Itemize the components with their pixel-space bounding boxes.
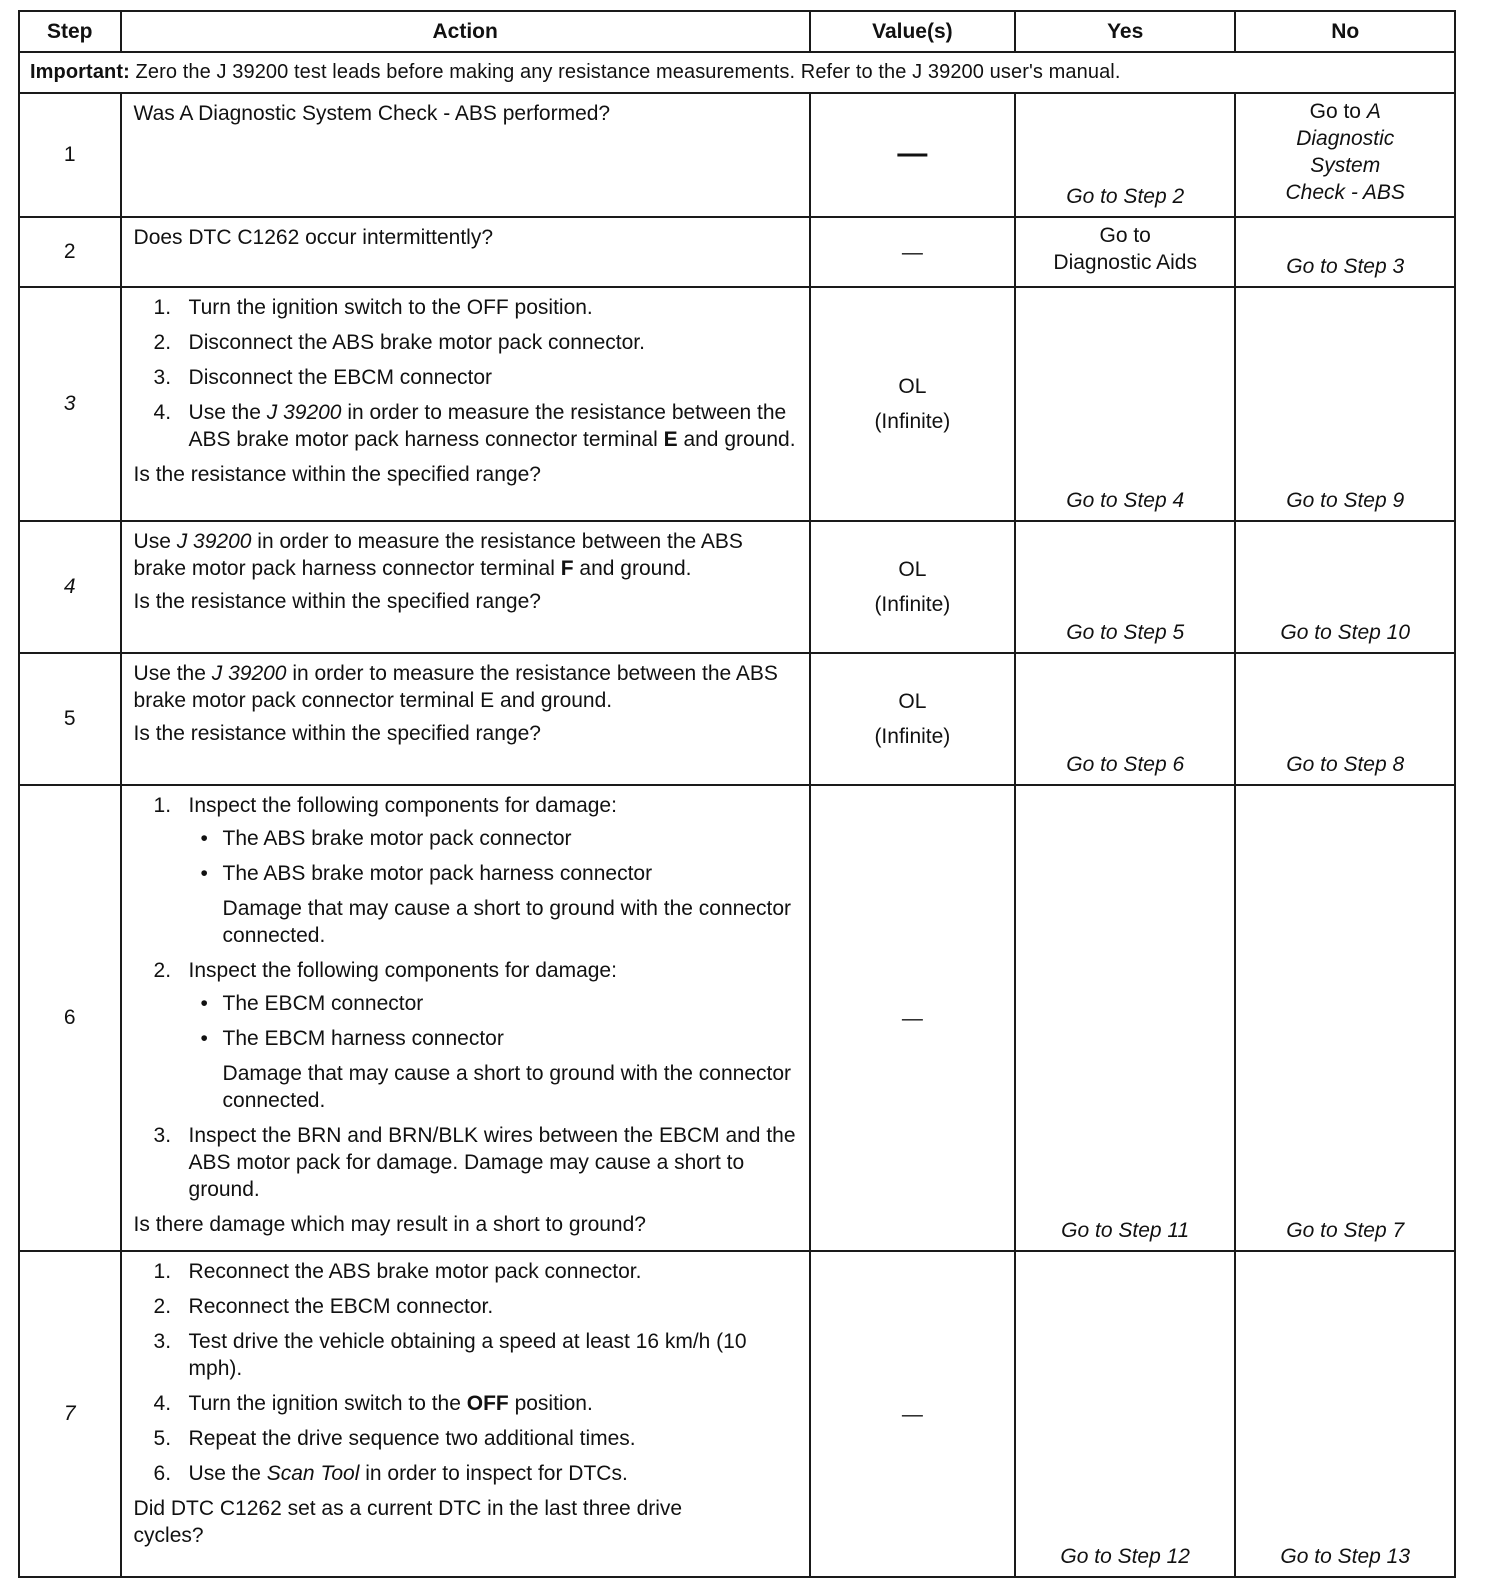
damage-note: Damage that may cause a short to ground with the connector connected. bbox=[222, 1062, 792, 1112]
header-row bbox=[19, 11, 1455, 52]
value-text: OL bbox=[898, 690, 927, 713]
step-number: 7 bbox=[19, 1251, 121, 1577]
value-text: OL bbox=[898, 558, 927, 581]
no-text: Diagnostic bbox=[1296, 127, 1395, 150]
action-cell bbox=[121, 521, 810, 653]
yes-link[interactable]: Go to Step 4 bbox=[1066, 489, 1185, 512]
action-text: Use J 39200 in order to measure the resistance between the ABS brake motor pack harness connector terminal F and ground. bbox=[133, 530, 743, 580]
no-link[interactable]: Go to Step 13 bbox=[1280, 1545, 1411, 1568]
step-number: 2 bbox=[19, 217, 121, 287]
diagnostic-table bbox=[18, 10, 1456, 1578]
yes-link[interactable] bbox=[1016, 222, 1235, 276]
table-row bbox=[19, 785, 1455, 1251]
no-link[interactable] bbox=[1236, 98, 1454, 206]
action-step: 6. Use the Scan Tool in order to inspect for DTCs. bbox=[153, 1462, 628, 1485]
component-list bbox=[189, 990, 799, 1052]
action-step: 3. Test drive the vehicle obtaining a speed at least 16 km/h (10 mph). bbox=[153, 1330, 747, 1380]
no-cell bbox=[1235, 287, 1455, 521]
action-cell bbox=[121, 1251, 810, 1577]
no-cell bbox=[1235, 217, 1455, 287]
action-cell bbox=[121, 287, 810, 521]
important-label: Important: bbox=[30, 61, 130, 83]
no-text: Check - ABS bbox=[1285, 181, 1405, 204]
action-question: Is the resistance within the specified range? bbox=[133, 463, 541, 486]
value-dash: — bbox=[897, 137, 928, 170]
important-text: Zero the J 39200 test leads before making any resistance measurements. Refer to the J 39200 user's manual. bbox=[129, 61, 1121, 83]
component-item: • The ABS brake motor pack harness connector bbox=[200, 862, 653, 885]
no-cell bbox=[1235, 521, 1455, 653]
header-values: Value(s) bbox=[810, 11, 1015, 52]
action-steps bbox=[154, 1258, 799, 1487]
action-step: 1. Inspect the following components for damage: • The ABS brake motor pack connector • The ABS brake motor pack harness connector Damage that may cause a short to ground with the connector connected. bbox=[154, 792, 799, 949]
yes-cell bbox=[1015, 521, 1236, 653]
value-cell: — bbox=[810, 1251, 1015, 1577]
important-note bbox=[19, 52, 1455, 93]
action-question: Was A Diagnostic System Check - ABS performed? bbox=[133, 102, 611, 125]
yes-cell bbox=[1015, 1251, 1236, 1577]
table-row bbox=[19, 287, 1455, 521]
yes-text: Go to bbox=[1099, 224, 1151, 247]
action-step: 5. Repeat the drive sequence two additional times. bbox=[153, 1427, 636, 1450]
table-row bbox=[19, 653, 1455, 785]
action-step: 2. Reconnect the EBCM connector. bbox=[153, 1295, 494, 1318]
yes-link[interactable]: Go to Step 11 bbox=[1061, 1219, 1190, 1242]
action-step: 1. Turn the ignition switch to the OFF position. bbox=[153, 296, 593, 319]
action-cell bbox=[121, 217, 810, 287]
no-link[interactable]: Go to Step 3 bbox=[1286, 255, 1405, 278]
yes-cell bbox=[1015, 217, 1236, 287]
action-step: 1. Reconnect the ABS brake motor pack connector. bbox=[153, 1260, 642, 1283]
important-row bbox=[19, 52, 1455, 93]
action-steps bbox=[154, 792, 799, 1203]
yes-cell bbox=[1015, 653, 1236, 785]
header-step: Step bbox=[19, 11, 121, 52]
yes-text: Diagnostic Aids bbox=[1053, 251, 1197, 274]
component-item: • The EBCM connector bbox=[200, 992, 424, 1015]
header-no: No bbox=[1235, 11, 1455, 52]
header-action: Action bbox=[121, 11, 810, 52]
value-text: (Infinite) bbox=[874, 410, 951, 433]
action-question: Is there damage which may result in a short to ground? bbox=[133, 1213, 646, 1236]
yes-cell bbox=[1015, 785, 1236, 1251]
step-number: 4 bbox=[19, 521, 121, 653]
no-cell bbox=[1235, 1251, 1455, 1577]
value-text: OL bbox=[898, 375, 927, 398]
step-number: 3 bbox=[19, 287, 121, 521]
value-cell bbox=[810, 287, 1015, 521]
no-link[interactable]: Go to Step 7 bbox=[1286, 1219, 1405, 1242]
no-cell bbox=[1235, 93, 1455, 217]
action-cell bbox=[121, 653, 810, 785]
action-cell bbox=[121, 93, 810, 217]
value-cell bbox=[810, 93, 1015, 217]
step-number: 1 bbox=[19, 93, 121, 217]
component-item: • The ABS brake motor pack connector bbox=[200, 827, 572, 850]
action-question: Does DTC C1262 occur intermittently? bbox=[133, 226, 494, 249]
yes-cell bbox=[1015, 93, 1236, 217]
no-cell bbox=[1235, 653, 1455, 785]
yes-link[interactable]: Go to Step 12 bbox=[1060, 1545, 1190, 1568]
action-step: 4. Use the J 39200 in order to measure the resistance between the ABS brake motor pack harness connector terminal E and ground. bbox=[153, 401, 796, 451]
no-cell bbox=[1235, 785, 1455, 1251]
step-number: 5 bbox=[19, 653, 121, 785]
no-link[interactable]: Go to Step 8 bbox=[1286, 753, 1405, 776]
yes-link[interactable]: Go to Step 6 bbox=[1066, 753, 1185, 776]
no-text: A bbox=[1366, 100, 1381, 123]
no-link[interactable]: Go to Step 10 bbox=[1280, 621, 1411, 644]
action-step: 4. Turn the ignition switch to the OFF position. bbox=[153, 1392, 593, 1415]
value-text: (Infinite) bbox=[874, 593, 951, 616]
action-step: 2. Disconnect the ABS brake motor pack connector. bbox=[153, 331, 645, 354]
component-list bbox=[189, 825, 799, 887]
no-text: Go to bbox=[1309, 100, 1367, 123]
value-cell bbox=[810, 653, 1015, 785]
action-cell bbox=[121, 785, 810, 1251]
header-yes: Yes bbox=[1015, 11, 1236, 52]
table-row bbox=[19, 217, 1455, 287]
action-text: Use the J 39200 in order to measure the resistance between the ABS brake motor pack connector terminal E and ground. bbox=[133, 662, 778, 712]
action-question: Is the resistance within the specified range? bbox=[133, 590, 541, 613]
value-text: (Infinite) bbox=[874, 725, 951, 748]
no-link[interactable]: Go to Step 9 bbox=[1286, 489, 1405, 512]
value-cell bbox=[810, 521, 1015, 653]
table-row bbox=[19, 521, 1455, 653]
action-step: 3. Disconnect the EBCM connector bbox=[153, 366, 493, 389]
damage-note: Damage that may cause a short to ground with the connector connected. bbox=[222, 897, 792, 947]
step-number: 6 bbox=[19, 785, 121, 1251]
action-question: Is the resistance within the specified range? bbox=[133, 722, 541, 745]
yes-cell bbox=[1015, 287, 1236, 521]
value-cell: — bbox=[810, 785, 1015, 1251]
no-text: System bbox=[1310, 154, 1381, 177]
component-item: • The EBCM harness connector bbox=[200, 1027, 504, 1050]
table-row bbox=[19, 93, 1455, 217]
table-row bbox=[19, 1251, 1455, 1577]
action-step: 3. Inspect the BRN and BRN/BLK wires between the EBCM and the ABS motor pack for damage. Damage may cause a short to ground. bbox=[153, 1124, 796, 1201]
action-question: Did DTC C1262 set as a current DTC in the last three drive cycles? bbox=[133, 1497, 683, 1547]
yes-link[interactable]: Go to Step 5 bbox=[1066, 621, 1185, 644]
action-step: 2. Inspect the following components for damage: • The EBCM connector • The EBCM harness connector Damage that may cause a short to ground with the connector connected. bbox=[154, 957, 799, 1114]
value-cell: — bbox=[810, 217, 1015, 287]
action-steps bbox=[154, 294, 799, 453]
yes-link[interactable]: Go to Step 2 bbox=[1066, 185, 1185, 208]
